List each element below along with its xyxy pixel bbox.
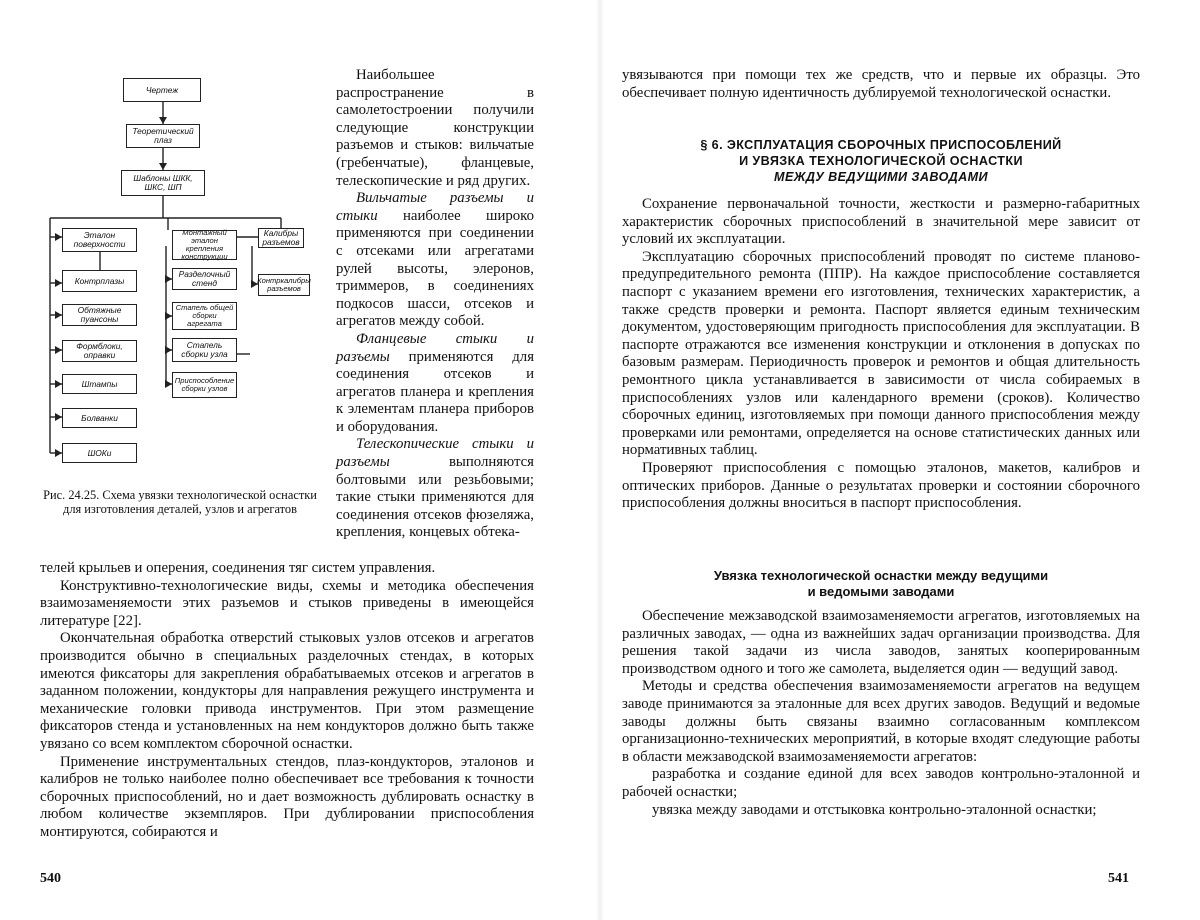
paragraph-text: наиболее широко применяются при соединении с отсеками или агрегатами рулей высоты, элеронов, триммеров, в соединениях подкосов шасси, отсеков и агрегатов между собой. [336, 207, 534, 330]
paragraph: Применение инструментальных стендов, плаз-кондукторов, эталонов и калибров не только наиболее полно обеспечивает все требования к точности сборочных приспособлений, но и дает возможность дублировать оснастку в любом количестве экземпляров. При дублировании приспособления монтируются, собираются и [40, 753, 534, 840]
heading-line: Увязка технологической оснастки между ведущими [713, 568, 1049, 583]
term: Телескопические стыки и разъемы [336, 436, 534, 471]
page-number: 541 [1108, 871, 1129, 886]
box-theoretical-plaz: Теоретический плаз [126, 124, 200, 148]
box-cutting-stand: Разделочный стенд [172, 268, 237, 290]
section-text [622, 196, 1140, 513]
arrowhead [165, 312, 172, 320]
list-item: увязка между заводами и отстыковка контрольно-эталонной оснастки; [652, 801, 1097, 818]
box-counter-gauges: Контркалибры разъемов [258, 274, 310, 296]
box-shoki: ШОКи [62, 443, 137, 463]
arrowhead [55, 380, 62, 388]
box-drawing: Чертеж [123, 78, 201, 102]
subsection-text [622, 608, 1140, 819]
box-bolvanki: Болванки [62, 408, 137, 428]
arrowhead [55, 413, 62, 421]
arrowhead [55, 346, 62, 354]
term: Вильчатые разъемы и стыки [336, 190, 534, 224]
paragraph: телей крыльев и оперения, соединения тяг систем управления. [40, 560, 436, 576]
paragraph: Наибольшее распространение в самолетостроении получили следующие конструкции разъемов и стыков: вильчатые (гребенчатые), фланцевые, телескопические и ряд других. [336, 67, 534, 189]
heading-line: И УВЯЗКА ТЕХНОЛОГИЧЕСКОЙ ОСНАСТКИ [739, 154, 1023, 168]
paragraph: Конструктивно-технологические виды, схемы и методика обеспечения взаимозаменяемости этих разъемов и стыков приведены в имеющейся литературе [22]. [40, 577, 534, 629]
arrowhead [159, 163, 167, 170]
section-heading [622, 137, 1140, 185]
paragraph [336, 436, 534, 542]
paragraph: Проверяют приспособления с помощью эталонов, макетов, калибров и оптических приборов. Данные о результатах проверки и состоянии сборочного приспособления должны вноситься в паспорт приспособления. [622, 459, 1140, 512]
box-general-assembly-slipway: Стапель общей сборки агрегата [172, 302, 237, 330]
paragraph: Обеспечение межзаводской взаимозаменяемости агрегатов, изготовляемых на различных заводах, — одна из важнейших задач организации производства. Для решения такой задачи из числа заводов, занятых кооперированным производством одного и того же самолета, выделяется один — ведущий завод. [622, 608, 1140, 677]
box-kontrplazy: Контрплазы [62, 270, 137, 292]
paragraph-text: выполняются болтовыми или резьбовыми; такие стыки применяются для соединения отсеков фюзеляжа, крепления, концевых обтека- [336, 454, 534, 541]
box-assembly-standard: Монтажный эталон крепления конструкции [172, 230, 237, 260]
arrowhead [55, 449, 62, 457]
box-dies: Штампы [62, 374, 137, 394]
heading-line: и ведомыми заводами [807, 584, 955, 599]
arrowhead [55, 311, 62, 319]
paragraph-text: применяются для соединения отсеков и агрегатов планера и крепления к элементам планера приборов и оборудования. [336, 348, 534, 435]
heading-line: МЕЖДУ ВЕДУЩИМИ ЗАВОДАМИ [774, 170, 988, 184]
box-joint-gauges: Калибры разъемов [258, 228, 304, 248]
box-stretch-punches: Обтяжные пуансоны [62, 304, 137, 326]
left-side-column [336, 67, 534, 542]
paragraph: Эксплуатацию сборочных приспособлений проводят по системе планово-предупредительного ремонта (ППР). На каждое приспособление составляется паспорт с указанием времени его изготовления, технических характеристик, а также средств проверки и ремонта. Паспорт является единым техническим документом, удостоверяющим пригодность приспособления для эксплуатации. В паспорте отражаются все изменения конструкции и отклонения в допусках по базовым размерам. Периодичность проверок и ремонтов и общая длительность ремонтного цикла устанавливается в зависимости от числа собираемых в приспособлениях узлов или календарного времени (сроков). Количество сборочных единиц, изготовляемых при помощи данного приспособления между проверками или ремонтами, определяется на основе статистических данных или нормативных таблиц. [622, 248, 1140, 459]
arrowhead [159, 117, 167, 124]
figure-diagram [40, 72, 330, 472]
paragraph [336, 331, 534, 437]
arrowhead [55, 279, 62, 287]
heading-line: § 6. ЭКСПЛУАТАЦИЯ СБОРОЧНЫХ ПРИСПОСОБЛЕНИЙ [700, 138, 1062, 152]
box-assembly-slipway: Стапель сборки узла [172, 338, 237, 362]
right-page [600, 0, 1200, 920]
box-forming-mandrels: Формблоки, оправки [62, 340, 137, 362]
box-unit-assembly-fixture: Приспособление сборки узлов [172, 372, 237, 398]
paragraph: увязываются при помощи тех же средств, что и первые их образцы. Это обеспечивает полную идентичность дублируемой технологической оснастки. [622, 67, 1140, 101]
arrowhead [165, 275, 172, 283]
list-item: разработка и создание единой для всех заводов контрольно-эталонной и рабочей оснастки; [622, 766, 1140, 800]
paragraph [336, 190, 534, 331]
box-surface-standard: Эталон поверхности [62, 228, 137, 252]
arrowhead [55, 233, 62, 241]
right-top-text [622, 67, 1140, 102]
arrowhead [165, 380, 172, 388]
paragraph: Сохранение первоначальной точности, жесткости и размерно-габаритных характеристик сборочных приспособлений в значительной мере зависит от условий их эксплуатации. [622, 196, 1140, 248]
term: Фланцевые стыки и разъемы [336, 330, 534, 365]
left-main-text [40, 560, 534, 842]
box-templates: Шаблоны ШКК, ШКС, ШП [121, 170, 205, 196]
page-number: 540 [40, 871, 61, 886]
paragraph: Окончательная обработка отверстий стыковых узлов отсеков и агрегатов производится обычно в специальных разделочных стендах, в которых имеются фиксаторы для закрепления обрабатываемых отсеков и агрегатов в заданном положении, кондукторы для направления режущего инструмента и механические головки привода инструментов. При этом размещение фиксаторов стенда и установленных на нем кондукторов должно быть также увязано со всем комплектом сборочной оснастки. [40, 630, 534, 752]
arrowhead [165, 346, 172, 354]
subsection-heading [622, 568, 1140, 600]
figure-caption: Рис. 24.25. Схема увязки технологической оснастки для изготовления деталей, узлов и агрегатов [43, 488, 317, 516]
paragraph: Методы и средства обеспечения взаимозаменяемости агрегатов на ведущем заводе принимаются за эталонные для всех других заводов. Ведущий и ведомые заводы должны быть связаны взаимно согласованным комплексом организационно-технических мероприятий, в которые входят следующие работы в области межзаводской взаимозаменяемости агрегатов: [622, 678, 1140, 765]
